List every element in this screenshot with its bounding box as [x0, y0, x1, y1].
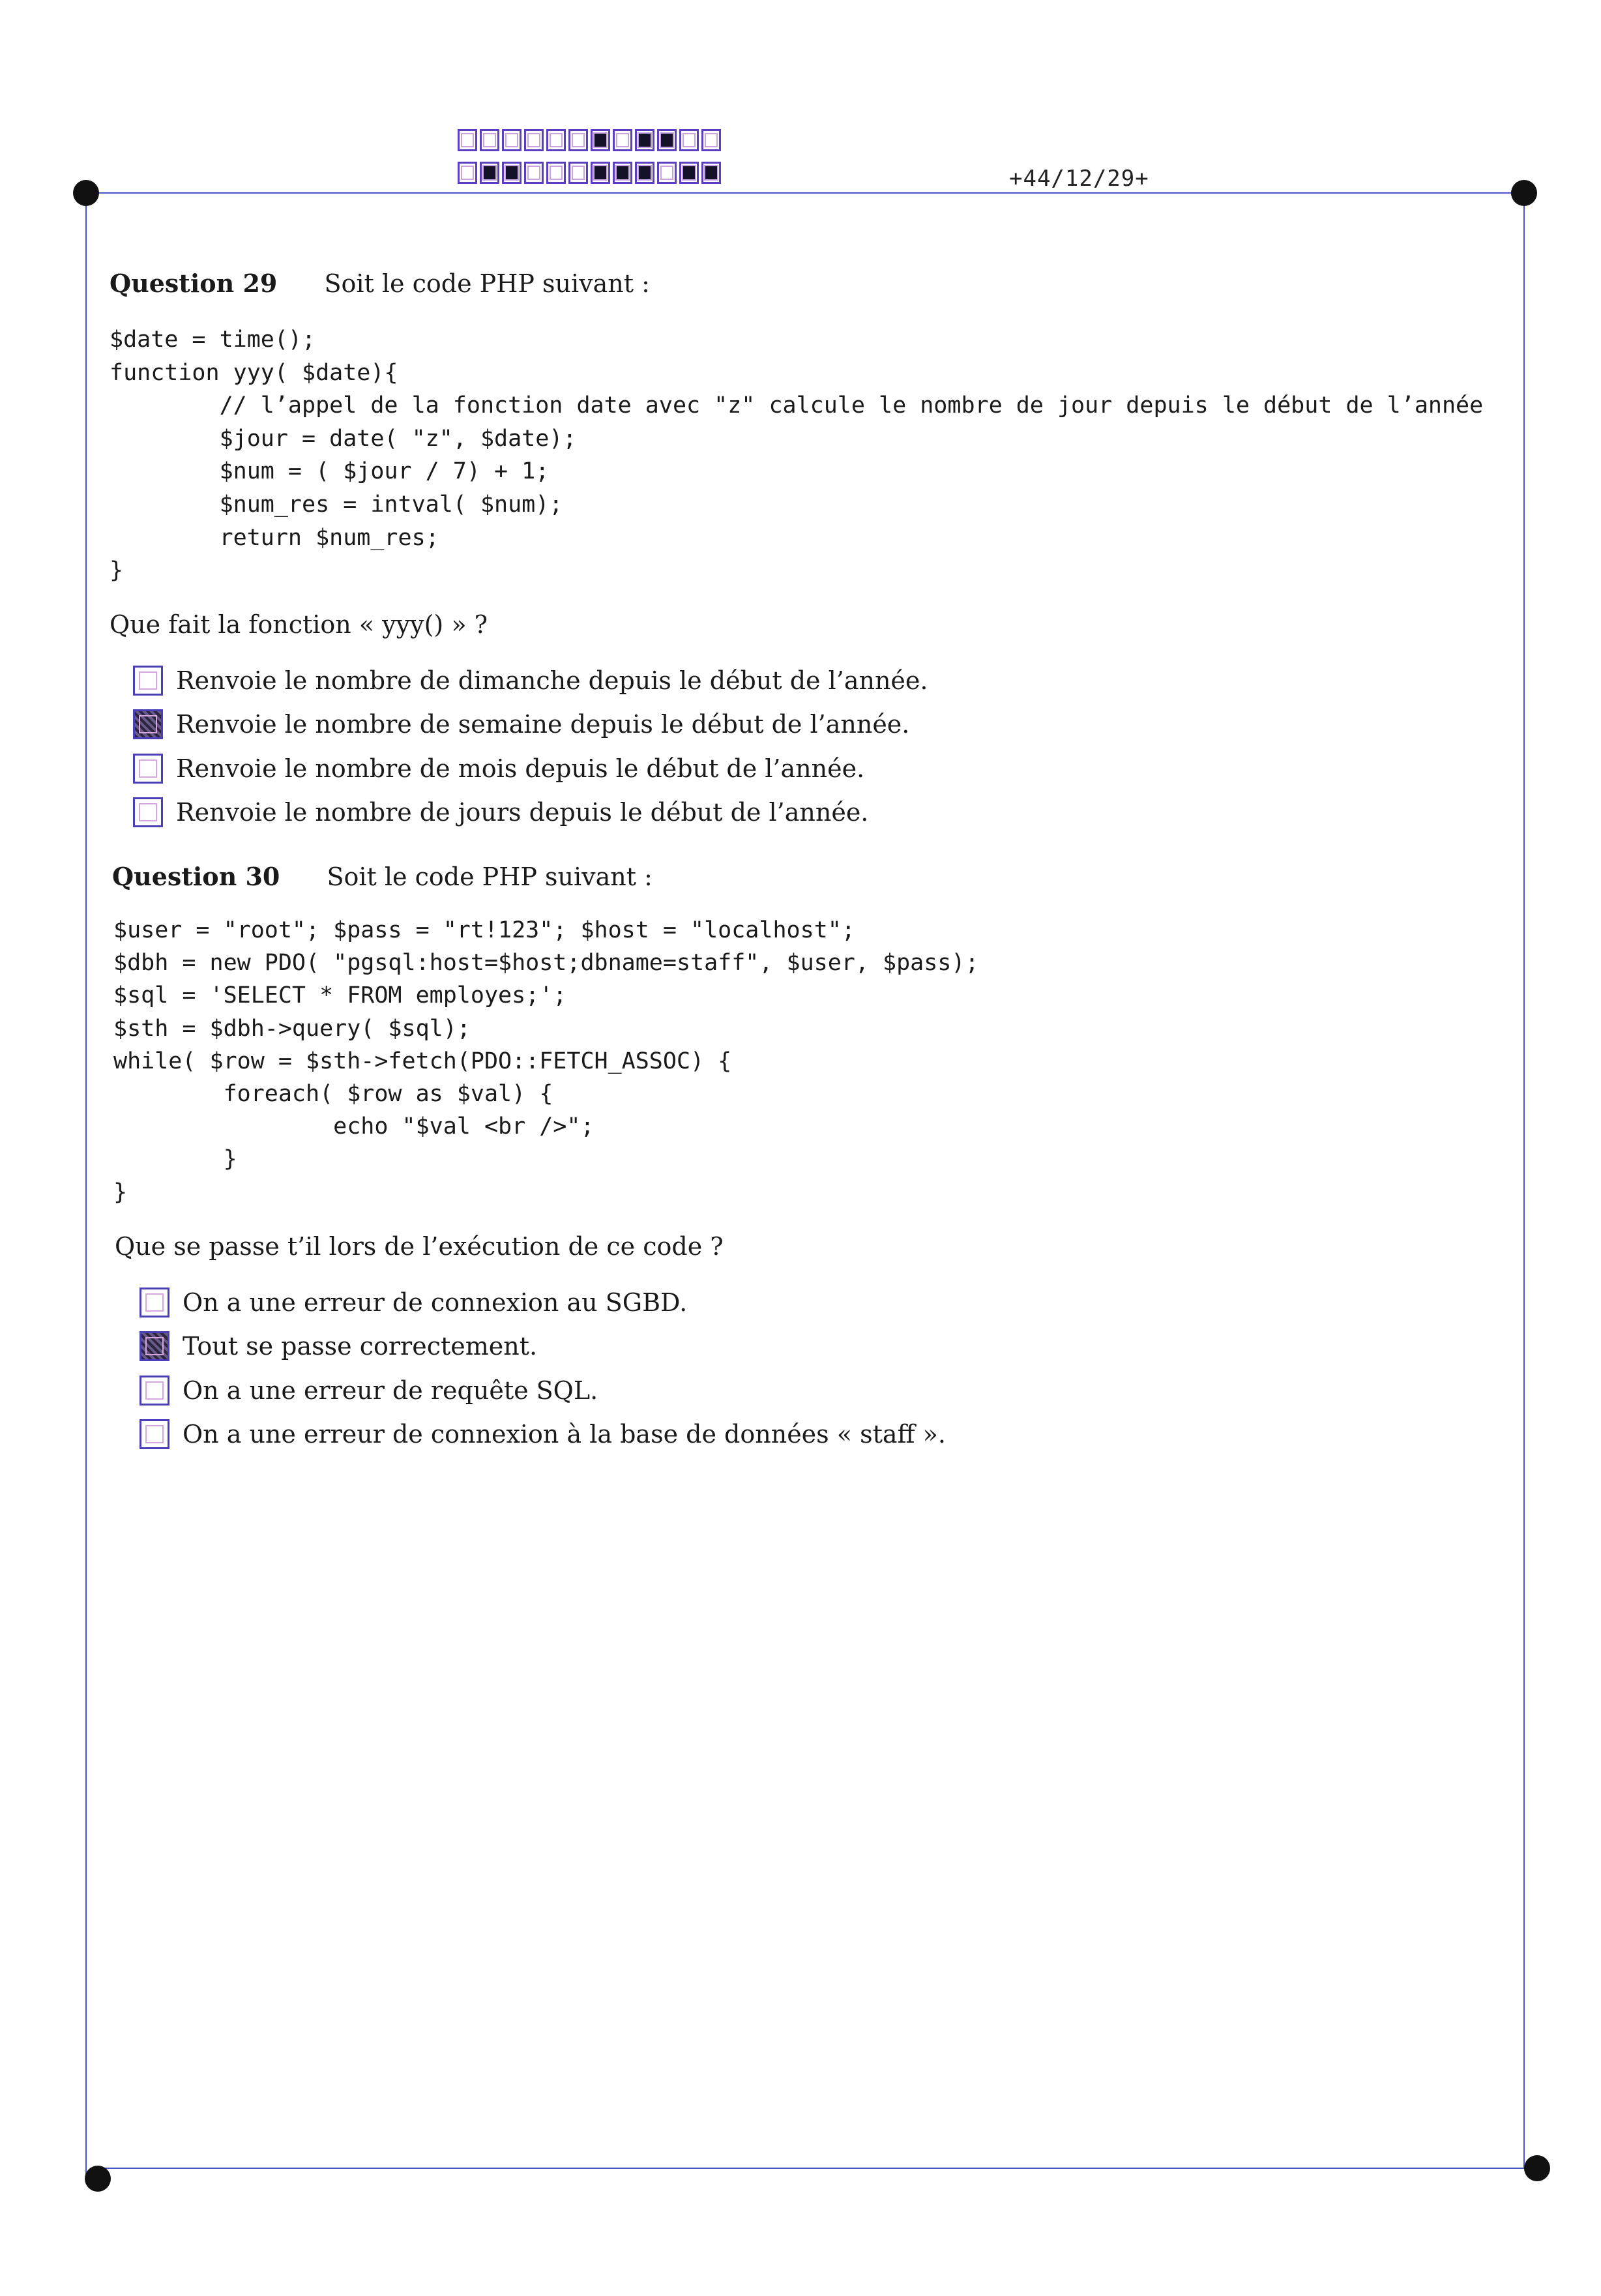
q29-answer-1-checkbox[interactable] — [133, 666, 163, 696]
q30-answer-3-text: On a une erreur de requête SQL. — [183, 1376, 598, 1405]
barcode-cell — [568, 162, 588, 184]
barcode-cell — [480, 129, 499, 151]
barcode-cell — [613, 162, 632, 184]
barcode-cell — [458, 162, 477, 184]
question-29-prompt: Que fait la fonction « yyy() » ? — [110, 610, 488, 639]
barcode-cell — [657, 129, 677, 151]
q30-answer-4-checkbox[interactable] — [140, 1419, 169, 1449]
barcode-cell — [701, 129, 721, 151]
barcode-cell — [591, 129, 610, 151]
barcode-cell — [568, 129, 588, 151]
q30-answer-2-checkbox[interactable] — [140, 1331, 169, 1361]
question-30-prompt: Que se passe t’il lors de l’exécution de ce code ? — [115, 1232, 724, 1261]
barcode-cell — [591, 162, 610, 184]
question-29-code: $date = time(); function yyy( $date){ // l’appel de la fonction date avec "z" calcule le nombre de jour depuis le début de l’année $jour = date( "z", $date); $num = ( $jour / 7) + 1; $num_res = intval( $num); return $num_res; } — [110, 327, 1484, 584]
barcode-cell — [635, 129, 654, 151]
question-29-label: Question 29 — [110, 269, 278, 298]
barcode-cell — [480, 162, 499, 184]
page-id: +44/12/29+ — [1009, 166, 1149, 192]
q29-answer-4-text: Renvoie le nombre de jours depuis le début de l’année. — [176, 798, 869, 827]
question-30-code: $user = "root"; $pass = "rt!123"; $host = "localhost"; $dbh = new PDO( "pgsql:host=$host;dbname=staff", $user, $pass); $sql = 'SELECT * FROM employes;'; $sth = $dbh->query( $sql); while( $row = $sth->fetch(PDO::FETCH_ASSOC) { foreach( $row as $val) { echo "$val <br />"; } } — [113, 917, 979, 1205]
q29-answer-4 — [133, 791, 928, 835]
corner-mark-top-left — [73, 180, 99, 206]
corner-mark-bottom-left — [85, 2166, 111, 2192]
q29-answer-2-checkbox[interactable] — [133, 709, 163, 739]
barcode-cell — [657, 162, 677, 184]
barcode-cell — [546, 129, 566, 151]
q29-answer-3 — [133, 746, 928, 791]
barcode-row-2 — [458, 162, 724, 184]
barcode-cell — [635, 162, 654, 184]
frame-right-line — [1523, 193, 1525, 2168]
frame-bottom-line — [98, 2168, 1536, 2169]
question-29-intro: Soit le code PHP suivant : — [324, 269, 650, 298]
barcode-cell — [502, 162, 521, 184]
q30-answer-4-text: On a une erreur de connexion à la base de données « staff ». — [183, 1420, 946, 1449]
q29-answer-1 — [133, 658, 928, 703]
q30-answer-1-checkbox[interactable] — [140, 1288, 169, 1317]
q30-answer-3-checkbox[interactable] — [140, 1376, 169, 1406]
frame-left-line — [85, 193, 87, 2178]
question-30-answers — [140, 1280, 946, 1456]
q29-answer-2-text: Renvoie le nombre de semaine depuis le début de l’année. — [176, 710, 910, 739]
q30-answer-1-text: On a une erreur de connexion au SGBD. — [183, 1288, 688, 1317]
question-30-label: Question 30 — [112, 862, 280, 891]
barcode-row-1 — [458, 129, 724, 151]
q29-answer-2 — [133, 703, 928, 747]
barcode-cell — [502, 129, 521, 151]
q29-answer-4-checkbox[interactable] — [133, 797, 163, 827]
barcode-cell — [679, 129, 699, 151]
question-29-header — [110, 269, 650, 298]
q30-answer-1 — [140, 1280, 946, 1325]
corner-mark-top-right — [1511, 180, 1537, 206]
question-30-intro: Soit le code PHP suivant : — [327, 862, 653, 891]
q30-answer-3 — [140, 1368, 946, 1413]
question-30-header — [112, 862, 653, 891]
question-29-answers — [133, 658, 928, 834]
frame-top-line — [86, 192, 1524, 194]
barcode-cell — [524, 129, 544, 151]
barcode-cell — [679, 162, 699, 184]
q30-answer-2-text: Tout se passe correctement. — [183, 1332, 538, 1361]
barcode-cell — [524, 162, 544, 184]
q29-answer-3-text: Renvoie le nombre de mois depuis le début de l’année. — [176, 754, 865, 783]
q30-answer-4 — [140, 1413, 946, 1457]
barcode-cell — [613, 129, 632, 151]
q29-answer-3-checkbox[interactable] — [133, 754, 163, 784]
barcode-cell — [701, 162, 721, 184]
q30-answer-2 — [140, 1325, 946, 1369]
barcode-cell — [546, 162, 566, 184]
q29-answer-1-text: Renvoie le nombre de dimanche depuis le début de l’année. — [176, 666, 928, 695]
barcode-cell — [458, 129, 477, 151]
corner-mark-bottom-right — [1524, 2155, 1550, 2181]
